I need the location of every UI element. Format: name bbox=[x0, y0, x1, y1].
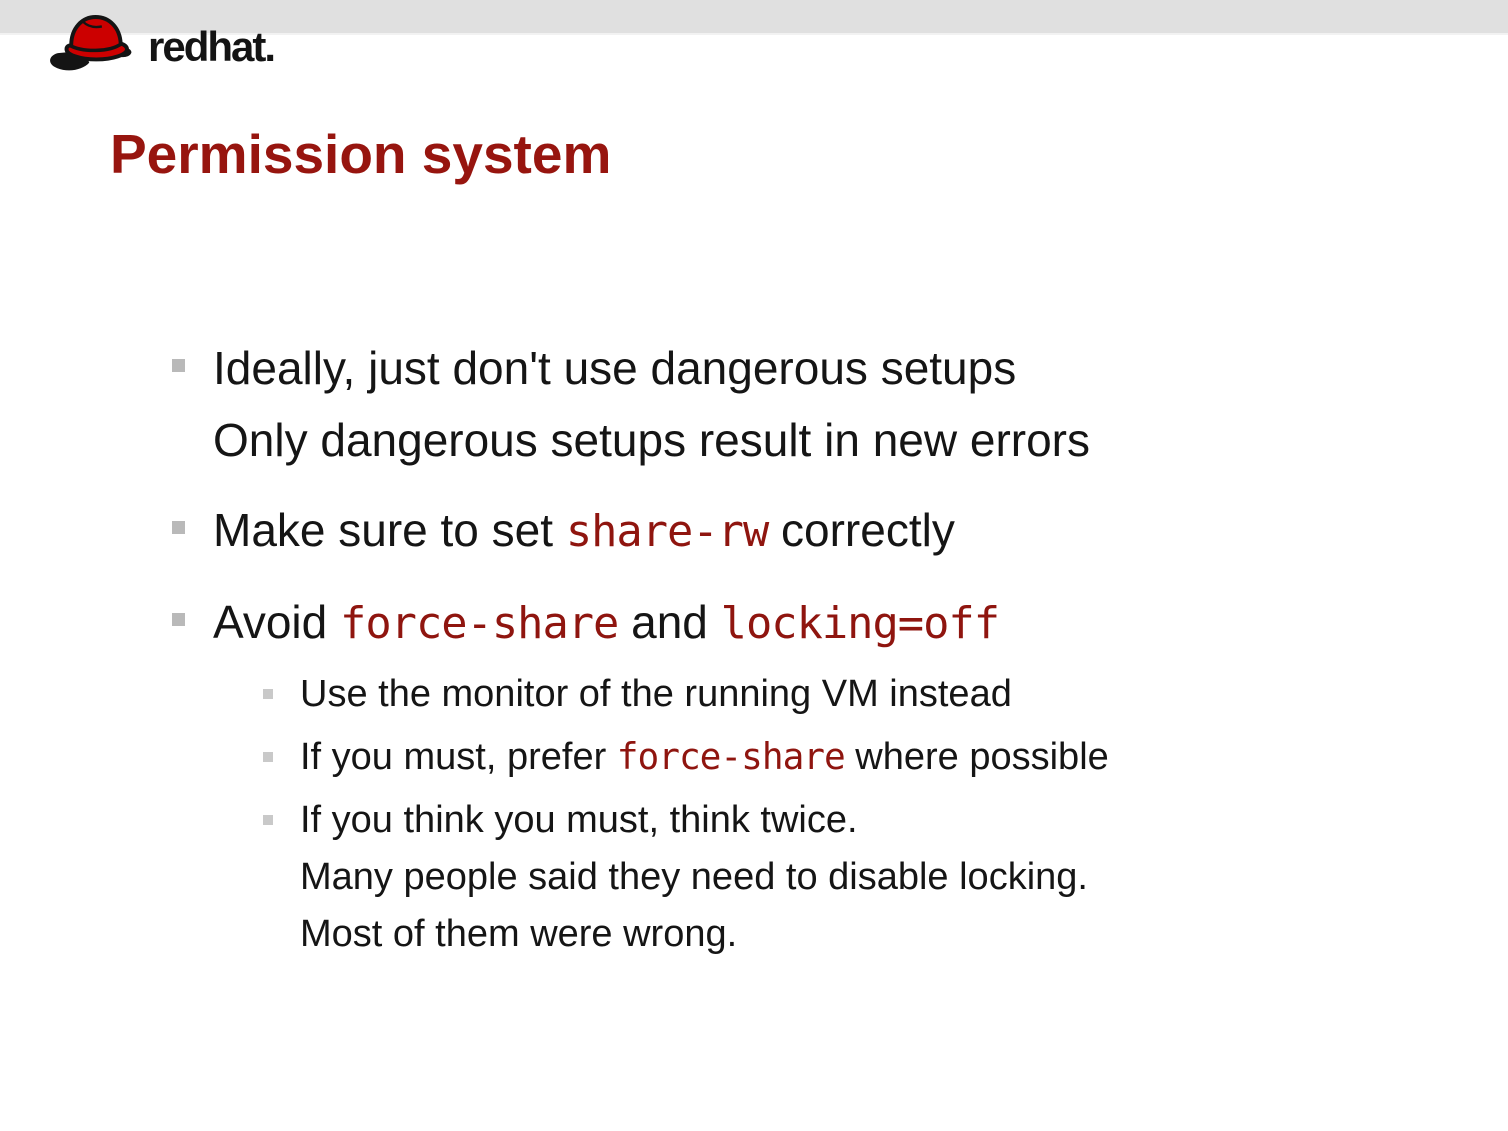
bullet-line-2: Only dangerous setups result in new errors bbox=[213, 414, 1090, 466]
text-segment: If you must, prefer bbox=[300, 736, 617, 778]
sub-bullet-text bbox=[300, 729, 1109, 786]
sub-bullet-item-think-twice bbox=[0, 792, 1508, 963]
sub-bullet-line-2: Many people said they need to disable locking. bbox=[300, 856, 1088, 898]
bullet-item-dangerous-setups bbox=[0, 332, 1508, 476]
code-force-share: force-share bbox=[616, 736, 845, 778]
bullet-line-1: Ideally, just don't use dangerous setups bbox=[213, 342, 1017, 394]
text-segment: and bbox=[618, 596, 721, 648]
sub-bullet-item-monitor bbox=[0, 666, 1508, 723]
sub-bullet-square-icon bbox=[263, 815, 273, 825]
bullet-list bbox=[0, 332, 1508, 963]
sub-bullet-text: Use the monitor of the running VM instead bbox=[300, 673, 1012, 715]
text-segment: correctly bbox=[768, 504, 955, 556]
sub-bullet-item-prefer-force-share bbox=[0, 729, 1508, 786]
text-segment: where possible bbox=[844, 736, 1109, 778]
redhat-logo bbox=[46, 6, 274, 72]
sub-bullet-text bbox=[300, 792, 1088, 963]
bullet-text bbox=[213, 332, 1090, 476]
bullet-square-icon bbox=[172, 359, 185, 372]
wordmark-hat: hat. bbox=[207, 23, 275, 70]
sub-bullet-square-icon bbox=[263, 689, 273, 699]
code-force-share: force-share bbox=[340, 598, 619, 649]
bullet-square-icon bbox=[172, 521, 185, 534]
sub-bullet-line-3: Most of them were wrong. bbox=[300, 913, 738, 955]
wordmark-red: red bbox=[148, 23, 208, 70]
bullet-text bbox=[213, 586, 999, 660]
bullet-square-icon bbox=[172, 613, 185, 626]
code-share-rw: share-rw bbox=[565, 506, 769, 557]
bullet-item-share-rw bbox=[0, 494, 1508, 568]
code-locking-off: locking=off bbox=[720, 598, 999, 649]
text-segment: Make sure to set bbox=[213, 504, 566, 556]
slide-title: Permission system bbox=[110, 123, 612, 185]
bullet-text bbox=[213, 494, 955, 568]
redhat-wordmark bbox=[148, 23, 275, 70]
sub-bullet-square-icon bbox=[263, 752, 273, 762]
sub-bullet-line-1: If you think you must, think twice. bbox=[300, 799, 858, 841]
text-segment: Avoid bbox=[213, 596, 341, 648]
bullet-item-avoid bbox=[0, 586, 1508, 660]
redhat-hat-icon bbox=[46, 6, 142, 72]
